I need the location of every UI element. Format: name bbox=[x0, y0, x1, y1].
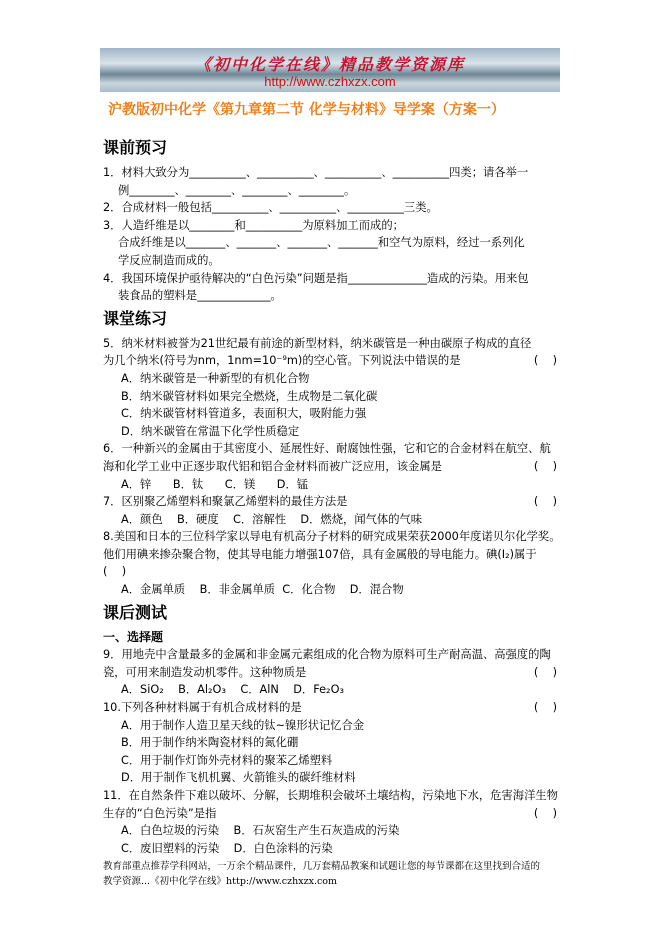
answer-paren: ( ) bbox=[533, 459, 557, 473]
q9-line bbox=[103, 664, 565, 682]
subheading-multiple-choice: 一、选择题 bbox=[103, 629, 164, 644]
q6-options: A．锌 B．钛 C．镁 D．锰 bbox=[121, 477, 309, 491]
q9-line: 9．用地壳中含量最多的金属和非金属元素组成的化合物为原料可生产耐高温、高强度的陶 bbox=[103, 648, 551, 662]
footer bbox=[103, 859, 565, 889]
q10-line bbox=[103, 699, 565, 717]
q10-option: D．用于制作飞机机翼、火箭锥头的碳纤维材料 bbox=[121, 771, 356, 785]
q11-text: 生存的“白色污染”是指 bbox=[103, 806, 217, 820]
q6-text: 海和化学工业中正逐步取代铝和铝合金材料而被广泛应用，该金属是 bbox=[103, 459, 442, 473]
q11-line: 11．在自然条件下难以破坏、分解，长期堆积会破坏土壤结构，污染地下水，危害海洋生物 bbox=[103, 789, 558, 802]
q10-option: C．用于制作灯饰外壳材料的聚苯乙烯塑料 bbox=[121, 753, 333, 767]
q3-line: 3．人造纤维是以________和__________为原料加工而成的； bbox=[103, 218, 404, 232]
section-heading-practice: 课堂练习 bbox=[103, 308, 168, 328]
q7-text: 7．区别聚乙烯塑料和聚氯乙烯塑料的最佳方法是 bbox=[103, 495, 348, 509]
q5-option: B．纳米碳管材料如果完全燃烧，生成物是二氧化碳 bbox=[121, 389, 378, 403]
q8-paren: ( ) bbox=[103, 565, 127, 579]
answer-paren: ( ) bbox=[533, 495, 557, 509]
q5-option: C．纳米碳管材料管道多，表面积大，吸附能力强 bbox=[121, 407, 367, 421]
footer-line: 教学资源...《初中化学在线》http://www.czhxzx.com bbox=[103, 876, 338, 888]
q8-options: A．金属单质 B．非金属单质 C．化合物 D．混合物 bbox=[121, 583, 404, 597]
q7-options: A．颜色 B．硬度 C．溶解性 D．燃烧，闻气体的气味 bbox=[121, 512, 423, 526]
banner-title: 《初中化学在线》精品教学资源库 bbox=[194, 55, 465, 74]
q5-text: 为几个纳米(符号为nm，1nm=10⁻⁹m)的空心管。下列说法中错误的是 bbox=[103, 354, 461, 368]
q10-option: B．用于制作纳米陶瓷材料的氮化硼 bbox=[121, 736, 299, 750]
q4-line: 装食品的塑料是_____________。 bbox=[118, 289, 282, 303]
q10-text: 10.下列各种材料属于有机合成材料的是 bbox=[103, 701, 302, 715]
q11-option: A．白色垃圾的污染 B．石灰窑生产生石灰造成的污染 bbox=[121, 824, 400, 838]
q3-line: 学反应制造而成的。 bbox=[118, 253, 220, 267]
q5-line: 5．纳米材料被誉为21世纪最有前途的新型材料，纳米碳管是一种由碳原子构成的直径 bbox=[103, 336, 532, 350]
footer-line: 教育部重点推荐学科网站，一万余个精品课件，几万套精品教案和试题让您的每节课都在这里找到合适的 bbox=[103, 861, 541, 873]
q10-option: A．用于制作人造卫星天线的钛~镍形状记忆合金 bbox=[121, 718, 365, 732]
q4-line: 4．我国环境保护亟待解决的“白色污染”问题是指______________造成的污染。用来包 bbox=[103, 271, 529, 285]
q1-line: 例________、________、________、________。 bbox=[118, 183, 356, 197]
answer-paren: ( ) bbox=[533, 665, 557, 679]
q6-line bbox=[103, 458, 565, 476]
answer-paren: ( ) bbox=[533, 806, 557, 820]
banner-url[interactable]: http://www.czhxzx.com bbox=[264, 74, 396, 89]
q9-options: A．SiO₂ B．Al₂O₃ C．AlN D．Fe₂O₃ bbox=[121, 683, 344, 697]
q5-line bbox=[103, 352, 565, 370]
q3-line: 合成纤维是以_______、_______、_______、_______和空气为原料，经过一系列化 bbox=[118, 236, 525, 250]
document-title: 沪教版初中化学《第九章第二节 化学与材料》导学案（方案一） bbox=[108, 102, 505, 118]
section-heading-preview: 课前预习 bbox=[103, 138, 168, 157]
q5-option: A．纳米碳管是一种新型的有机化合物 bbox=[121, 371, 310, 385]
q8-line: 他们用碘来掺杂聚合物，使其导电能力增强107倍，具有金属般的导电能力。碘(I₂)属于 bbox=[103, 547, 537, 561]
section-heading-test: 课后测试 bbox=[103, 602, 168, 622]
answer-paren: ( ) bbox=[533, 354, 557, 368]
q1-line: 1．材料大致分为__________、__________、__________、__________四类；请各举一 bbox=[103, 166, 529, 179]
q8-line: 8.美国和日本的三位科学家以导电有机高分子材料的研究成果荣获2000年度诺贝尔化学奖。 bbox=[103, 530, 561, 544]
site-banner bbox=[100, 48, 560, 92]
q6-line: 6．一种新兴的金属由于其密度小、延展性好、耐腐蚀性强，它和它的合金材料在航空、航 bbox=[103, 442, 551, 456]
document-body bbox=[103, 134, 565, 889]
q5-option: D．纳米碳管在常温下化学性质稳定 bbox=[121, 424, 300, 438]
q7-line bbox=[103, 493, 565, 511]
q11-line bbox=[103, 805, 565, 823]
answer-paren: ( ) bbox=[533, 701, 557, 715]
q9-text: 瓷，可用来制造发动机零件。这种物质是 bbox=[103, 665, 307, 679]
q11-option: C．废旧塑料的污染 D．白色涂料的污染 bbox=[121, 841, 333, 855]
q2-line: 2．合成材料一般包括__________、__________、__________三类。 bbox=[103, 201, 438, 215]
